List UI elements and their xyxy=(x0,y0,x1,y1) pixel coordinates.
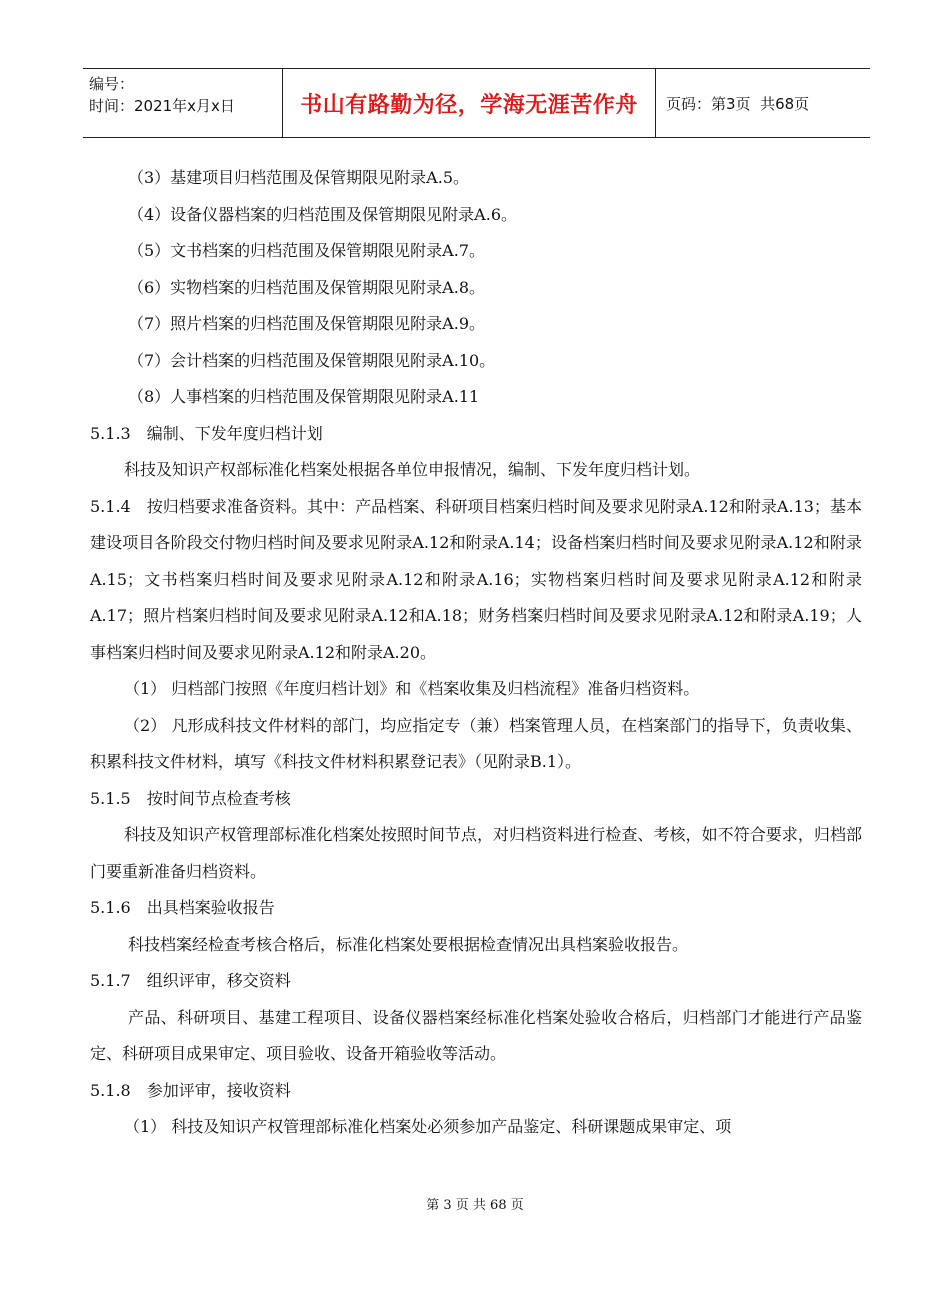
section-heading-5-1-5 xyxy=(90,781,862,818)
section-number: 5.1.6 xyxy=(90,898,131,917)
section-number: 5.1.3 xyxy=(90,423,131,443)
header-page-label: 页码：第3页 共68页 xyxy=(666,94,810,113)
list-item: （1） 归档部门按照《年度归档计划》和《档案收集及归档流程》准备归档资料。 xyxy=(124,679,700,698)
header-motto: 书山有路勤为径，学海无涯苦作舟 xyxy=(300,92,638,118)
document-date-label: 时间：2021年x月x日 xyxy=(89,97,235,115)
list-item: （3）基建项目归档范围及保管期限见附录A.5。 xyxy=(128,168,470,187)
list-item: （4）设备仪器档案的归档范围及保管期限见附录A.6。 xyxy=(128,204,518,224)
list-item: （2） 凡形成科技文件材料的部门，均应指定专（兼）档案管理人员，在档案部门的指导下，负责收集、积累科技文件材料，填写《科技文件材料积累登记表》（见附录B.1）。 xyxy=(90,715,862,771)
list-item: （5）文书档案的归档范围及保管期限见附录A.7。 xyxy=(128,241,486,260)
document-body xyxy=(90,160,862,1146)
section-number: 5.1.8 xyxy=(90,1080,131,1100)
section-number: 5.1.5 xyxy=(90,788,131,808)
section-heading-5-1-7 xyxy=(90,963,862,1000)
section-paragraph: 科技及知识产权部标准化档案处根据各单位申报情况，编制、下发年度归档计划。 xyxy=(124,460,701,479)
list-item: （8）人事档案的归档范围及保管期限见附录A.11 xyxy=(128,387,480,406)
list-item: （6）实物档案的归档范围及保管期限见附录A.8。 xyxy=(128,277,486,297)
section-paragraph: 科技档案经检查考核合格后，标准化档案处要根据检查情况出具档案验收报告。 xyxy=(128,934,689,954)
section-heading-5-1-8 xyxy=(90,1073,862,1110)
header-page-cell xyxy=(656,69,870,137)
section-title: 出具档案验收报告 xyxy=(146,898,275,917)
section-title: 按时间节点检查考核 xyxy=(146,788,291,808)
section-paragraph: 产品、科研项目、基建工程项目、设备仪器档案经标准化档案处验收合格后，归档部门才能进行产品鉴定、科研项目成果审定、项目验收、设备开箱验收等活动。 xyxy=(90,1007,862,1063)
list-item: （1） 科技及知识产权管理部标准化档案处必须参加产品鉴定、科研课题成果审定、项 xyxy=(124,1117,732,1136)
header-motto-cell xyxy=(283,69,656,137)
section-title: 参加评审，接收资料 xyxy=(146,1080,291,1100)
section-paragraph: 按归档要求准备资料。其中：产品档案、科研项目档案归档时间及要求见附录A.12和附录A.13；基本建设项目各阶段交付物归档时间及要求见附录A.12和附录A.14；设备档案归档时间及要求见附录A.12和附录A.15；文书档案归档时间及要求见附录A.12和附录A.16；实物档案归档时间及要求见附录A.12和附录A.17；照片档案归档时间及要求见附录A.12和A.18；财务档案归档时间及要求见附录A.12和附录A.19；人事档案归档时间及要求见附录A.12和附录A.20。 xyxy=(90,496,862,662)
section-number: 5.1.4 xyxy=(90,496,131,516)
section-5-1-4 xyxy=(90,489,862,672)
page-footer: 第 3 页 共 68 页 xyxy=(426,1198,524,1213)
list-item: （7）照片档案的归档范围及保管期限见附录A.9。 xyxy=(128,314,486,333)
section-number: 5.1.7 xyxy=(90,971,131,990)
section-heading-5-1-3 xyxy=(90,416,862,453)
header-meta xyxy=(83,69,283,137)
page-header xyxy=(83,68,870,138)
section-heading-5-1-6 xyxy=(90,890,862,927)
section-title: 编制、下发年度归档计划 xyxy=(146,423,323,443)
document-number-label: 编号： xyxy=(89,75,135,93)
section-title: 组织评审，移交资料 xyxy=(146,971,291,990)
section-paragraph: 科技及知识产权管理部标准化档案处按照时间节点，对归档资料进行检查、考核，如不符合要求，归档部门要重新准备归档资料。 xyxy=(90,825,862,881)
list-item: （7）会计档案的归档范围及保管期限见附录A.10。 xyxy=(128,350,496,370)
